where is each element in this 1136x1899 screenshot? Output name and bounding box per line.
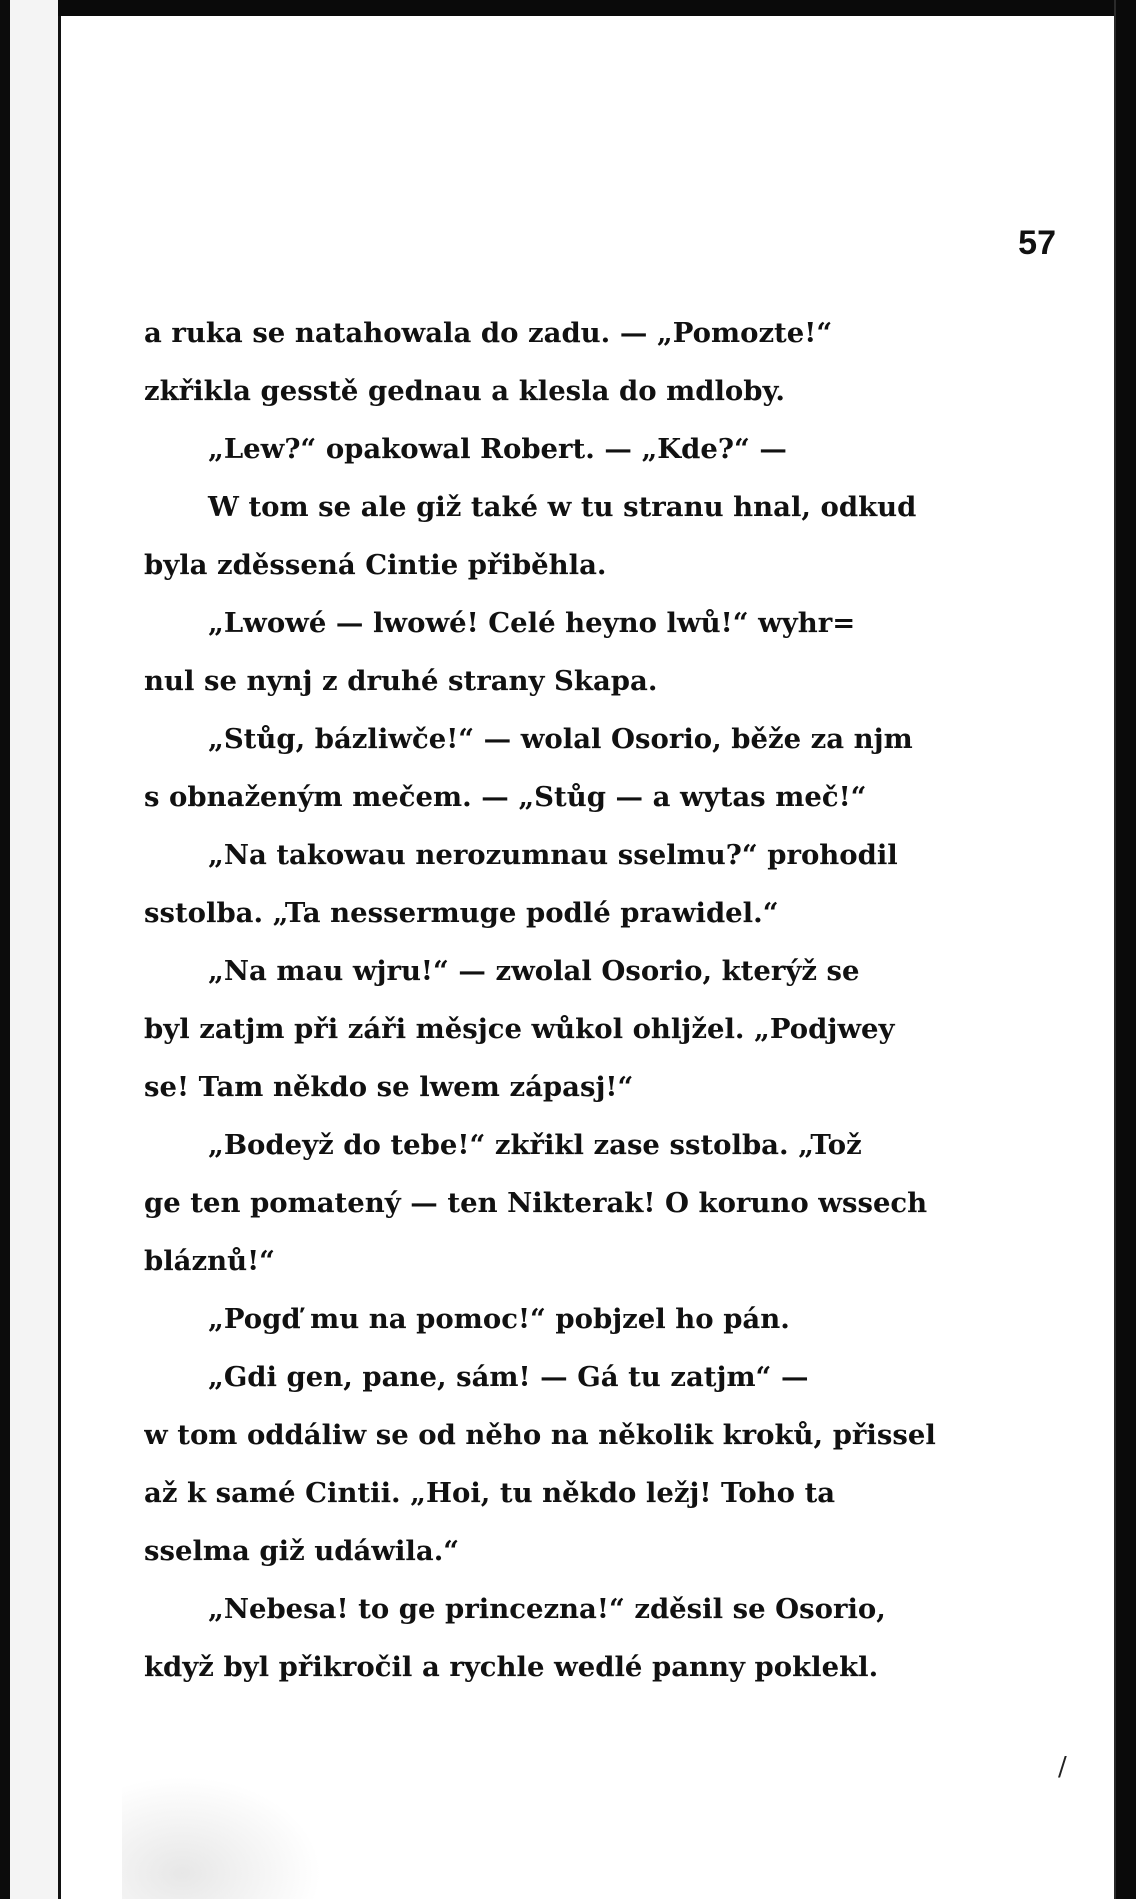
right-page-edge	[1114, 0, 1116, 1899]
text-line: když byl přikročil a rychle wedlé panny poklekl.	[144, 1651, 879, 1683]
text-line: ge ten pomatený — ten Nikterak! O koruno wssech	[144, 1187, 928, 1219]
text-line: s obnaženým mečem. — „Stůg — a wytas meč!“	[144, 781, 867, 813]
text-line: bláznů!“	[144, 1245, 275, 1277]
text-line: nul se nynj z druhé strany Skapa.	[144, 665, 658, 697]
text-line: zkřikla gesstě gednau a klesla do mdloby.	[144, 375, 785, 407]
text-line: „Nebesa! to ge princezna!“ zděsil se Osorio,	[208, 1593, 886, 1625]
text-line: až k samé Cintii. „Hoi, tu někdo ležj! Toho ta	[144, 1477, 836, 1509]
page-number: 57	[1018, 224, 1056, 262]
left-binding-edge	[0, 0, 10, 1899]
text-line: „Bodeyž do tebe!“ zkřikl zase sstolba. „Tož	[208, 1129, 862, 1161]
right-scan-border	[1116, 0, 1136, 1899]
text-line: sselma giž udáwila.“	[144, 1535, 460, 1567]
text-line: „Pogď mu na pomoc!“ pobjzel ho pán.	[208, 1303, 790, 1335]
book-page	[61, 16, 1094, 1899]
paper-stain	[122, 1776, 322, 1899]
text-line: w tom oddáliw se od něho na několik kroků, přissel	[144, 1419, 936, 1451]
text-line: „Na mau wjru!“ — zwolal Osorio, kterýž se	[208, 955, 860, 987]
text-line: byl zatjm při záři měsjce wůkol ohljžel. „Podjwey	[144, 1013, 895, 1045]
text-line: „Stůg, bázliwče!“ — wolal Osorio, běže za njm	[208, 723, 913, 755]
text-line: „Na takowau nerozumnau sselmu?“ prohodil	[208, 839, 898, 871]
text-line: W tom se ale giž také w tu stranu hnal, odkud	[208, 491, 917, 523]
text-line: „Lew?“ opakowal Robert. — „Kde?“ —	[208, 433, 787, 465]
text-line: sstolba. „Ta nessermuge podlé prawidel.“	[144, 897, 779, 929]
page-text	[144, 304, 1006, 1696]
text-line: „Gdi gen, pane, sám! — Gá tu zatjm“ —	[208, 1361, 809, 1393]
stray-mark: /	[1058, 1752, 1067, 1782]
text-line: se! Tam někdo se lwem zápasj!“	[144, 1071, 634, 1103]
text-line: a ruka se natahowala do zadu. — „Pomozte!“	[144, 317, 833, 349]
text-line: byla zděssená Cintie přiběhla.	[144, 549, 607, 581]
top-scan-border	[58, 0, 1136, 16]
text-line: „Lwowé — lwowé! Celé heyno lwů!“ wyhr=	[208, 607, 856, 639]
